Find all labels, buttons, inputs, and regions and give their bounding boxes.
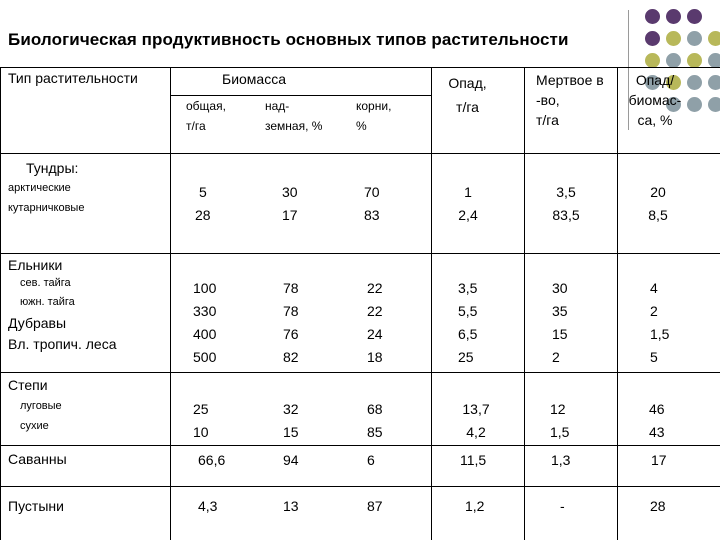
decor-dot: [645, 53, 660, 68]
cell-value: 83: [364, 207, 380, 223]
dry-steppe-label: сухие: [20, 420, 49, 432]
desert-label: Пустыни: [8, 498, 64, 514]
tundra-total-cell: [195, 181, 211, 227]
savanna-above: 94: [283, 452, 299, 468]
header-total-line1: общая,: [186, 99, 226, 113]
cell-value: 1: [464, 184, 472, 200]
cell-value: 15: [552, 326, 568, 342]
decor-dot: [708, 31, 720, 46]
cell-value: 4,2: [466, 424, 486, 440]
cell-value: 3,5: [458, 280, 478, 296]
cell-value: 500: [193, 349, 217, 365]
cell-value: 78: [283, 280, 299, 296]
steppe-dead-cell: [550, 398, 569, 444]
tundra-label: Тундры:: [26, 160, 79, 176]
header-roots-line1: корни,: [356, 99, 392, 113]
header-biomass: Биомасса: [222, 71, 286, 87]
tundra-dead-cell: [550, 181, 582, 227]
cell-value: 32: [283, 401, 299, 417]
cell-value: 3,5: [556, 184, 576, 200]
header-veg-type: Тип растительности: [8, 70, 138, 86]
cell-value: 2: [552, 349, 560, 365]
decor-dot: [687, 31, 702, 46]
cell-value: 28: [195, 207, 211, 223]
cell-value: 17: [282, 207, 298, 223]
tundra-above-cell: [282, 181, 298, 227]
steppe-subtypes: [20, 396, 62, 436]
tundra-ratio-cell: [646, 181, 670, 227]
cell-value: 85: [367, 424, 383, 440]
cell-value: 2,4: [458, 207, 478, 223]
col-border: [617, 68, 618, 540]
cell-value: 100: [193, 280, 217, 296]
steppe-label: Степи: [8, 377, 48, 393]
header-ratio-line2: биомас-: [628, 92, 682, 108]
tundra-shrub-label: кутарничковые: [8, 202, 85, 214]
header-total-line2: т/га: [186, 119, 206, 133]
savanna-ratio: 17: [651, 452, 667, 468]
row-divider: [0, 445, 720, 446]
col-border: [524, 68, 525, 540]
cell-value: 15: [283, 424, 299, 440]
decor-dot: [708, 97, 720, 112]
header-total: [186, 96, 226, 136]
oak-label: Дубравы: [8, 315, 67, 331]
cell-value: 22: [367, 280, 383, 296]
cell-value: 18: [367, 349, 383, 365]
north-taiga-label: сев. тайга: [20, 277, 71, 289]
desert-roots: 87: [367, 498, 383, 514]
tundra-litter-cell: [456, 181, 480, 227]
savanna-roots: 6: [367, 452, 375, 468]
tundra-arctic-label: арктические: [8, 182, 71, 194]
savanna-total: 66,6: [198, 452, 226, 468]
cell-value: 10: [193, 424, 209, 440]
cell-value: 30: [552, 280, 568, 296]
forest-roots-cell: [367, 277, 383, 369]
savanna-label: Саванны: [8, 451, 67, 467]
savanna-dead: 1,3: [551, 452, 571, 468]
decor-dot: [645, 9, 660, 24]
tundra-subtypes: [8, 178, 84, 218]
row-divider: [0, 253, 720, 254]
cell-value: 22: [367, 303, 383, 319]
header-roots: [356, 96, 391, 136]
forest-dead-cell: [552, 277, 568, 369]
row-divider: [0, 486, 720, 487]
header-ratio-line3: са, %: [637, 112, 673, 128]
header-litter-line1: Опад,: [448, 75, 487, 91]
header-above-line1: над-: [265, 99, 290, 113]
desert-litter: 1,2: [465, 498, 485, 514]
steppe-total-cell: [193, 398, 209, 444]
cell-value: 330: [193, 303, 217, 319]
row-divider: [0, 372, 720, 373]
header-ratio-line1: Опад/: [635, 72, 675, 88]
forest-total-cell: [193, 277, 216, 369]
cell-value: 5: [650, 349, 658, 365]
decor-dot: [666, 9, 681, 24]
spruce-subtypes: [20, 274, 75, 312]
forest-ratio-cell: [650, 277, 669, 369]
steppe-ratio-cell: [649, 398, 665, 444]
header-dead-line2: -во,: [536, 92, 560, 108]
header-aboveground: [265, 96, 322, 136]
cell-value: 13,7: [462, 401, 490, 417]
decor-dot: [708, 75, 720, 90]
tundra-roots-cell: [364, 181, 380, 227]
desert-ratio: 28: [650, 498, 666, 514]
cell-value: 25: [458, 349, 474, 365]
header-dead-line1: Мертвое в: [536, 72, 604, 88]
cell-value: 2: [650, 303, 658, 319]
tropical-label: Вл. тропич. леса: [8, 336, 117, 352]
cell-value: 70: [364, 184, 380, 200]
decor-dot: [687, 75, 702, 90]
forest-litter-cell: [458, 277, 477, 369]
cell-value: 25: [193, 401, 209, 417]
steppe-litter-cell: [458, 398, 494, 444]
decor-dot: [666, 31, 681, 46]
forest-above-cell: [283, 277, 299, 369]
cell-value: 78: [283, 303, 299, 319]
col-border: [170, 68, 171, 540]
cell-value: 12: [550, 401, 566, 417]
steppe-above-cell: [283, 398, 299, 444]
meadow-steppe-label: луговые: [20, 400, 62, 412]
cell-value: 24: [367, 326, 383, 342]
cell-value: 76: [283, 326, 299, 342]
page-title: Биологическая продуктивность основных типов растительности: [8, 30, 569, 49]
header-litter: [440, 71, 495, 119]
col-border: [0, 68, 1, 540]
steppe-roots-cell: [367, 398, 383, 444]
cell-value: 43: [649, 424, 665, 440]
cell-value: 6,5: [458, 326, 478, 342]
col-border: [431, 68, 432, 540]
cell-value: 83,5: [552, 207, 580, 223]
desert-total: 4,3: [198, 498, 218, 514]
desert-above: 13: [283, 498, 299, 514]
cell-value: 8,5: [648, 207, 668, 223]
header-litter-line2: т/га: [456, 99, 479, 115]
cell-value: 82: [283, 349, 299, 365]
cell-value: 400: [193, 326, 217, 342]
cell-value: 68: [367, 401, 383, 417]
south-taiga-label: южн. тайга: [20, 296, 75, 308]
decor-dot: [687, 97, 702, 112]
decor-dot: [645, 31, 660, 46]
cell-value: 1,5: [650, 326, 670, 342]
spruce-label: Ельники: [8, 257, 63, 273]
header-litter-biomass-ratio: [624, 70, 686, 130]
decor-dot: [687, 9, 702, 24]
decor-dot: [708, 53, 720, 68]
cell-value: 5: [199, 184, 207, 200]
header-bottom-border: [0, 153, 720, 154]
cell-value: 1,5: [550, 424, 570, 440]
desert-dead: -: [560, 498, 565, 514]
table-top-border: [0, 67, 720, 68]
cell-value: 4: [650, 280, 658, 296]
cell-value: 46: [649, 401, 665, 417]
cell-value: 35: [552, 303, 568, 319]
cell-value: 5,5: [458, 303, 478, 319]
cell-value: 20: [650, 184, 666, 200]
savanna-litter: 11,5: [460, 452, 487, 468]
header-dead-matter: [536, 70, 604, 130]
decor-dot: [666, 53, 681, 68]
decor-dot: [687, 53, 702, 68]
cell-value: 30: [282, 184, 298, 200]
header-above-line2: земная, %: [265, 119, 323, 133]
header-dead-line3: т/га: [536, 112, 559, 128]
header-roots-line2: %: [356, 119, 367, 133]
